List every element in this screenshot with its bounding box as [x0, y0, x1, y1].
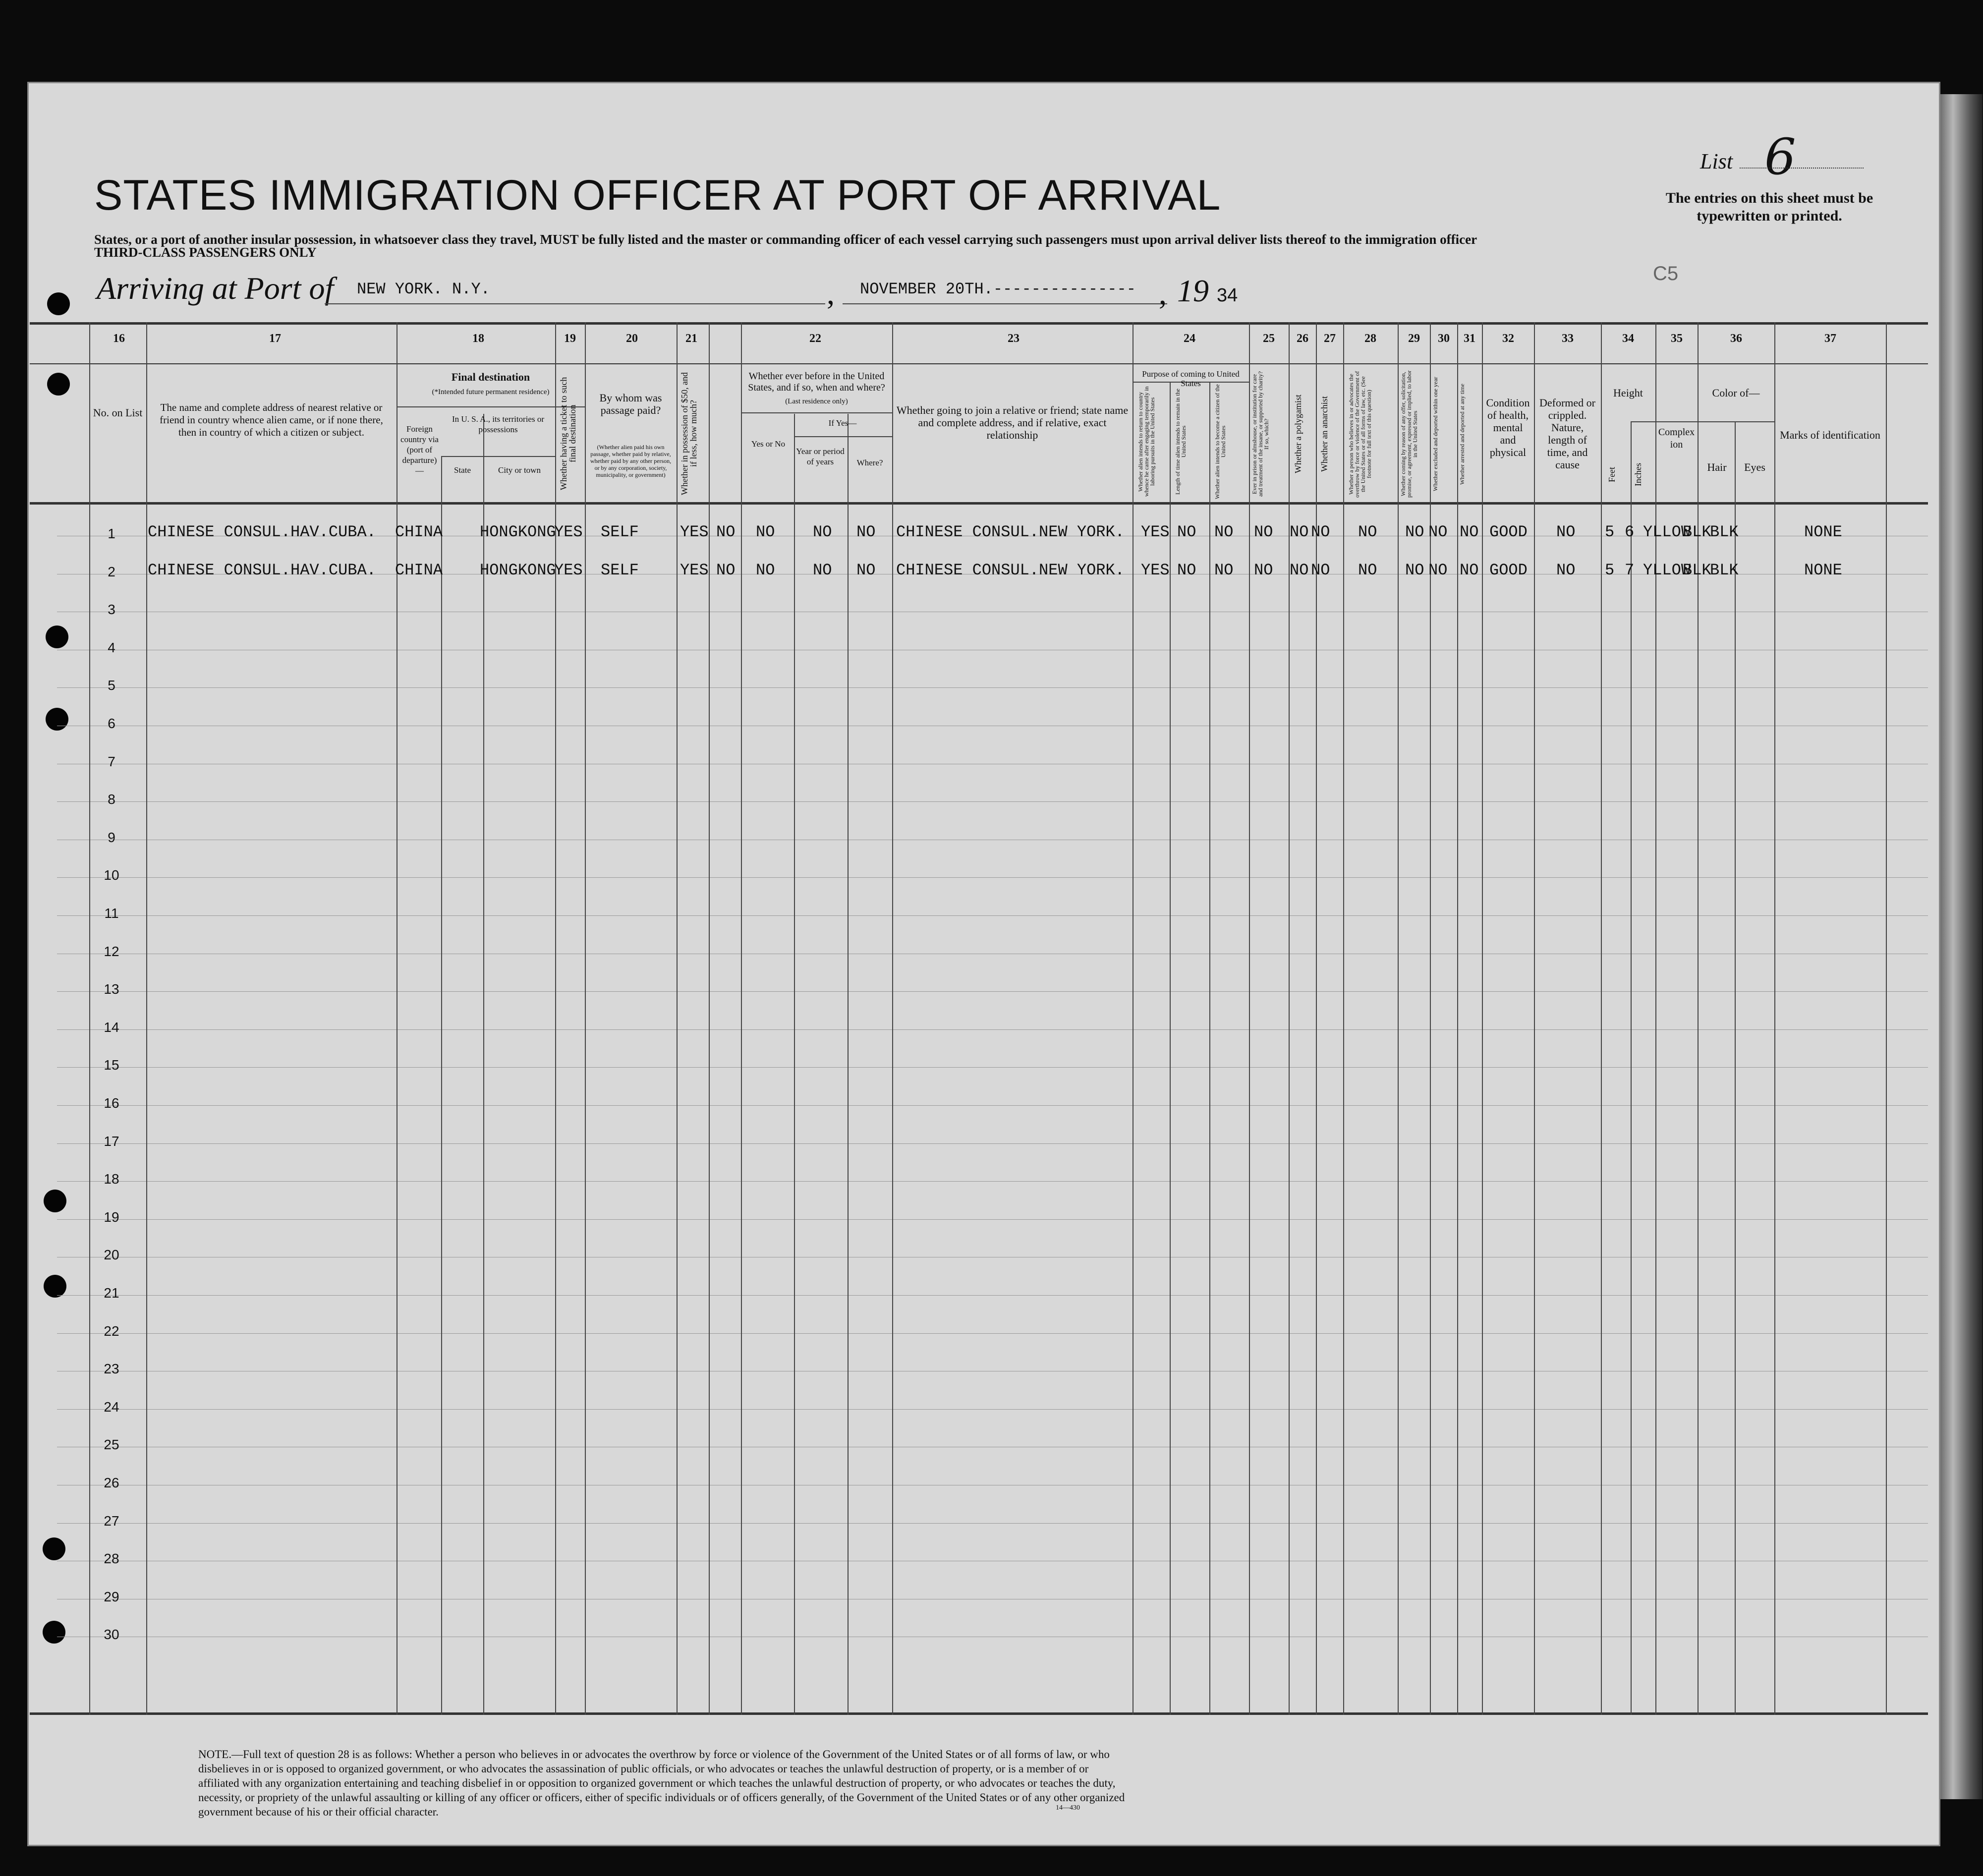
cell-date: NO: [856, 561, 876, 579]
cell-feet: 5: [1605, 523, 1615, 541]
header-purpose: Purpose of coming to United States: [1142, 369, 1240, 388]
header-condition: Condition of health, mental and physical: [1486, 397, 1530, 458]
colnum-30: 30: [1438, 332, 1450, 345]
row-number: 11: [104, 906, 119, 921]
row-rule: [57, 1333, 1928, 1334]
cell-q29: NO: [1405, 523, 1424, 541]
header-state: State: [454, 465, 471, 475]
cell-country: CHINA: [395, 523, 443, 541]
cell-prison: NO: [1254, 561, 1273, 579]
header-final-destination-note: (*Intended future permanent residence): [432, 388, 550, 396]
row-rule: [57, 1067, 1928, 1068]
row-number: 21: [104, 1285, 119, 1301]
row-number: 7: [108, 753, 115, 769]
row-number: 13: [104, 981, 119, 997]
row-number: 23: [104, 1361, 119, 1377]
header-bottom-border: [30, 502, 1928, 505]
cell-marks: NONE: [1804, 523, 1842, 541]
year-prefix: 19: [1177, 273, 1209, 308]
colnum-32: 32: [1502, 332, 1514, 345]
form-number: 14—430: [1056, 1804, 1080, 1812]
list-number: 6: [1764, 128, 1796, 186]
cell-ticket: YES: [554, 561, 583, 579]
header-ticket: Whether having a ticket to such final destination: [559, 377, 577, 491]
colnum-26: 26: [1297, 332, 1308, 345]
cell-complexion: YLLOW: [1643, 523, 1691, 541]
header-purpose-c: Whether alien intends to become a citizen of the United States: [1214, 384, 1227, 499]
cell-city: HONGKONG: [480, 523, 556, 541]
row-rule: [57, 991, 1928, 992]
table-top-border: [30, 322, 1928, 325]
cell-fifty: YES: [680, 523, 709, 541]
header-if-yes: If Yes—: [828, 418, 857, 428]
colnum-23: 23: [1008, 332, 1020, 345]
cell-hair: BLK: [1683, 561, 1711, 579]
header-feet: Feet: [1607, 467, 1617, 482]
row-rule: [57, 1523, 1928, 1524]
header-passage-paid: By whom was passage paid?: [599, 392, 662, 416]
comma: ,: [827, 276, 835, 311]
cell-p2: NO: [1177, 561, 1196, 579]
cell-health: GOOD: [1489, 523, 1528, 541]
cell-deformed: NO: [1556, 523, 1576, 541]
cell-q28: NO: [1358, 523, 1377, 541]
comma: ,: [1159, 276, 1167, 311]
row-number: 5: [108, 678, 115, 693]
cell-years: NO: [756, 523, 775, 541]
colnum-20: 20: [626, 332, 638, 345]
cell-q29: NO: [1405, 561, 1424, 579]
cell-country: CHINA: [395, 561, 443, 579]
cell-date: NO: [856, 523, 876, 541]
header-relative-friend: The name and complete address of nearest relative or friend in country whence alien came, or if none there, then in country of which a citizen or subject.: [160, 401, 383, 438]
cell-inches: 6: [1625, 523, 1635, 541]
row-number: 17: [104, 1133, 119, 1149]
row-rule: [57, 915, 1928, 916]
cell-years: NO: [756, 561, 775, 579]
colnum-16: 16: [113, 332, 125, 345]
header-purpose-b: Length of time alien intends to remain in the United States: [1174, 389, 1187, 495]
row-number: 16: [104, 1095, 119, 1111]
cell-eyes: BLK: [1710, 523, 1739, 541]
row-number: 27: [104, 1513, 119, 1529]
header-hair: Hair: [1707, 461, 1727, 473]
row-number: 12: [104, 943, 119, 959]
port-value: NEW YORK. N.Y.: [357, 280, 490, 298]
row-number: 10: [104, 867, 119, 883]
port-underline: [325, 303, 825, 304]
header-passage-paid-note: (Whether alien paid his own passage, whether paid by relative, whether paid by any other person, or by any corporation, society, municipality, or government): [590, 444, 672, 478]
cell-anarch: NO: [1311, 523, 1330, 541]
header-in-usa: In U. S. A., its territories or possessions: [452, 414, 545, 434]
arriving-label: Arriving at Port of: [97, 271, 334, 306]
cell-p3: NO: [1214, 561, 1234, 579]
date-underline: [843, 303, 1167, 304]
header-eyes: Eyes: [1744, 461, 1765, 473]
colnum-19: 19: [564, 332, 576, 345]
cell-join: CHINESE CONSUL.NEW YORK.: [896, 561, 1125, 579]
row-rule: [57, 1029, 1928, 1030]
punch-hole: [47, 292, 70, 315]
colnum-28: 28: [1364, 332, 1376, 345]
cell-eyes: BLK: [1710, 561, 1739, 579]
cell-q28: NO: [1358, 561, 1377, 579]
table-bottom-border: [30, 1712, 1928, 1715]
header-height: Height: [1613, 387, 1643, 399]
header-deformed: Deformed or crippled. Nature, length of time, and cause: [1539, 397, 1595, 471]
header-color-of: Color of—: [1712, 387, 1760, 399]
cell-marks: NONE: [1804, 561, 1842, 579]
header-prison: Ever in prison or almshouse, or institution for care and treatment of the insane, or supported by charity? If so, which?: [1251, 371, 1270, 497]
header-q29: Whether coming by reason of any offer, solicitation, promise, or agreement, expressed or implied, to labor in the United States: [1400, 370, 1418, 498]
header-where: Where?: [856, 458, 883, 467]
row-number: 4: [108, 639, 115, 655]
entries-note: The entries on this sheet must be typewritten or printed.: [1665, 190, 1873, 224]
cell-hair: BLK: [1683, 523, 1711, 541]
header-purpose-a: Whether alien intends to return to country whence he came after engaging temporarily in laboring pursuits in the United States: [1137, 386, 1156, 497]
row-number: 19: [104, 1209, 119, 1225]
cell-q30: NO: [1428, 561, 1448, 579]
row-number: 2: [108, 564, 115, 579]
cell-prison: NO: [1254, 523, 1273, 541]
cell-q30: NO: [1428, 523, 1448, 541]
header-q28: Whether a person who believes in or advocates the overthrow by force or violence of the Government of the United States or of all forms of law, etc. (See footnote for full text of this question): [1348, 371, 1372, 498]
colnum-31: 31: [1464, 332, 1475, 345]
colnum-17: 17: [269, 332, 281, 345]
cell-join: CHINESE CONSUL.NEW YORK.: [896, 523, 1125, 541]
row-number: 15: [104, 1057, 119, 1073]
row-number: 3: [108, 602, 115, 618]
cell-paid: SELF: [601, 523, 639, 541]
header-anarchist: Whether an anarchist: [1319, 396, 1329, 472]
header-year-or-period: Year or period of years: [796, 447, 845, 466]
cell-q31: NO: [1460, 523, 1479, 541]
row-rule: [57, 877, 1928, 878]
row-rule: [57, 1143, 1928, 1144]
date-value: NOVEMBER 20TH.---------------: [860, 280, 1136, 298]
colnum-35: 35: [1671, 332, 1683, 345]
cell-yesno: NO: [716, 561, 736, 579]
colnum-36: 36: [1730, 332, 1742, 345]
header-ever-before-note: (Last residence only): [785, 398, 848, 405]
row-rule: [57, 687, 1928, 688]
header-instructions: States, or a port of another insular possession, in whatsoever class they travel, MUST be fully listed and the master or commanding officer of each vessel carrying such passengers must upon arrival deliver lists thereof to the immigration officer: [94, 232, 1477, 247]
cell-inches: 7: [1625, 561, 1635, 579]
row-number: 20: [104, 1247, 119, 1263]
row-number: 29: [104, 1589, 119, 1604]
cell-yesno: NO: [716, 523, 736, 541]
header-complexion: Complexion: [1658, 427, 1695, 450]
colnum-25: 25: [1263, 332, 1275, 345]
header-yes-or-no: Yes or No: [751, 439, 786, 449]
colnum-18: 18: [472, 332, 484, 345]
cell-ticket: YES: [554, 523, 583, 541]
header-possession-50: Whether in possession of $50, and if less, how much?: [680, 372, 698, 495]
row-rule: [57, 1295, 1928, 1296]
row-number: 24: [104, 1399, 119, 1415]
colnum-29: 29: [1408, 332, 1420, 345]
header-marks: Marks of identification: [1780, 429, 1880, 441]
row-rule: [57, 1219, 1928, 1220]
row-rule: [57, 1181, 1928, 1182]
cell-city: HONGKONG: [480, 561, 556, 579]
row-number: 8: [108, 792, 115, 807]
cell-poly: NO: [1290, 561, 1309, 579]
header-join-relative: Whether going to join a relative or friend; state name and complete address, and if relative, exact relationship: [896, 404, 1129, 441]
row-number: 25: [104, 1437, 119, 1453]
header-foreign-country: Foreign country via (port of departure)—: [400, 424, 439, 475]
footnote: NOTE.—Full text of question 28 is as follows: Whether a person who believes in or advocates the overthrow by force or violence of the Government of the United States or of all forms of law, or who disbelieves in or is opposed to organized government, or who advocates the assassination of public officials, or who advocates or teaches the unlawful destruction of property, or is a member of or affiliated with any organization entertaining and teaching disbelief in or opposition to organized government or which teaches the unlawful destruction of property, or who advocates or teaches the duty, necessity, or propriety of the unlawful assaulting or killing of any officer or officers, either of specific individuals or of officers generally, of the Government of the United States or of any other organized government because of his or their official character.: [198, 1748, 1125, 1818]
header-final-destination: Final destination: [451, 371, 530, 383]
row-number: 6: [108, 716, 115, 731]
colnum-21: 21: [685, 332, 697, 345]
cell-paid: SELF: [601, 561, 639, 579]
cell-p1: YES: [1141, 561, 1170, 579]
colnum-33: 33: [1562, 332, 1574, 345]
cell-relative: CHINESE CONSUL.HAV.CUBA.: [148, 561, 376, 579]
header-polygamist: Whether a polygamist: [1293, 395, 1303, 474]
stamp-code: C5: [1653, 263, 1679, 284]
page-title: STATES IMMIGRATION OFFICER AT PORT OF ARRIVAL: [94, 171, 1221, 219]
colnum-34: 34: [1622, 332, 1634, 345]
cell-p3: NO: [1214, 523, 1234, 541]
row-number: 14: [104, 1019, 119, 1035]
cell-health: GOOD: [1489, 561, 1528, 579]
book-binding: [1940, 94, 1983, 1799]
row-number: 26: [104, 1475, 119, 1490]
list-label: List: [1700, 149, 1733, 173]
passenger-class: THIRD-CLASS PASSENGERS ONLY: [94, 245, 317, 260]
cell-q31: NO: [1460, 561, 1479, 579]
row-rule: [57, 801, 1928, 802]
colnum-27: 27: [1324, 332, 1336, 345]
row-number: 28: [104, 1551, 119, 1567]
cell-poly: NO: [1290, 523, 1309, 541]
cell-p2: NO: [1177, 523, 1196, 541]
cell-p1: YES: [1141, 523, 1170, 541]
header-q31: Whether arrested and deported at any time: [1459, 384, 1466, 485]
year-value: 34: [1217, 285, 1238, 306]
row-rule: [57, 1409, 1928, 1410]
colnum-37: 37: [1824, 332, 1836, 345]
row-number: 30: [104, 1627, 119, 1643]
cell-anarch: NO: [1311, 561, 1330, 579]
manifest-table: [30, 322, 1928, 1715]
row-number: 18: [104, 1171, 119, 1187]
colnum-24: 24: [1184, 332, 1195, 345]
header-city-or-town: City or town: [498, 465, 541, 475]
cell-feet: 5: [1605, 561, 1615, 579]
colnum-22: 22: [809, 332, 821, 345]
header-q30: Whether excluded and deported within one year: [1432, 377, 1439, 492]
header-ever-before: Whether ever before in the United States, and if so, when and where?: [748, 371, 885, 393]
cell-where: NO: [813, 561, 832, 579]
row-number: 9: [108, 829, 115, 845]
list-underline: [1740, 168, 1864, 169]
row-number: 22: [104, 1323, 119, 1339]
cell-where: NO: [813, 523, 832, 541]
cell-fifty: YES: [680, 561, 709, 579]
cell-deformed: NO: [1556, 561, 1576, 579]
header-inches: Inches: [1633, 463, 1643, 486]
cell-relative: CHINESE CONSUL.HAV.CUBA.: [148, 523, 376, 541]
header-no-on-list: No. on List: [93, 406, 143, 419]
column-number-divider: [30, 363, 1928, 364]
row-number: 1: [108, 526, 115, 541]
row-rule: [57, 1105, 1928, 1106]
cell-complexion: YLLOW: [1643, 561, 1691, 579]
